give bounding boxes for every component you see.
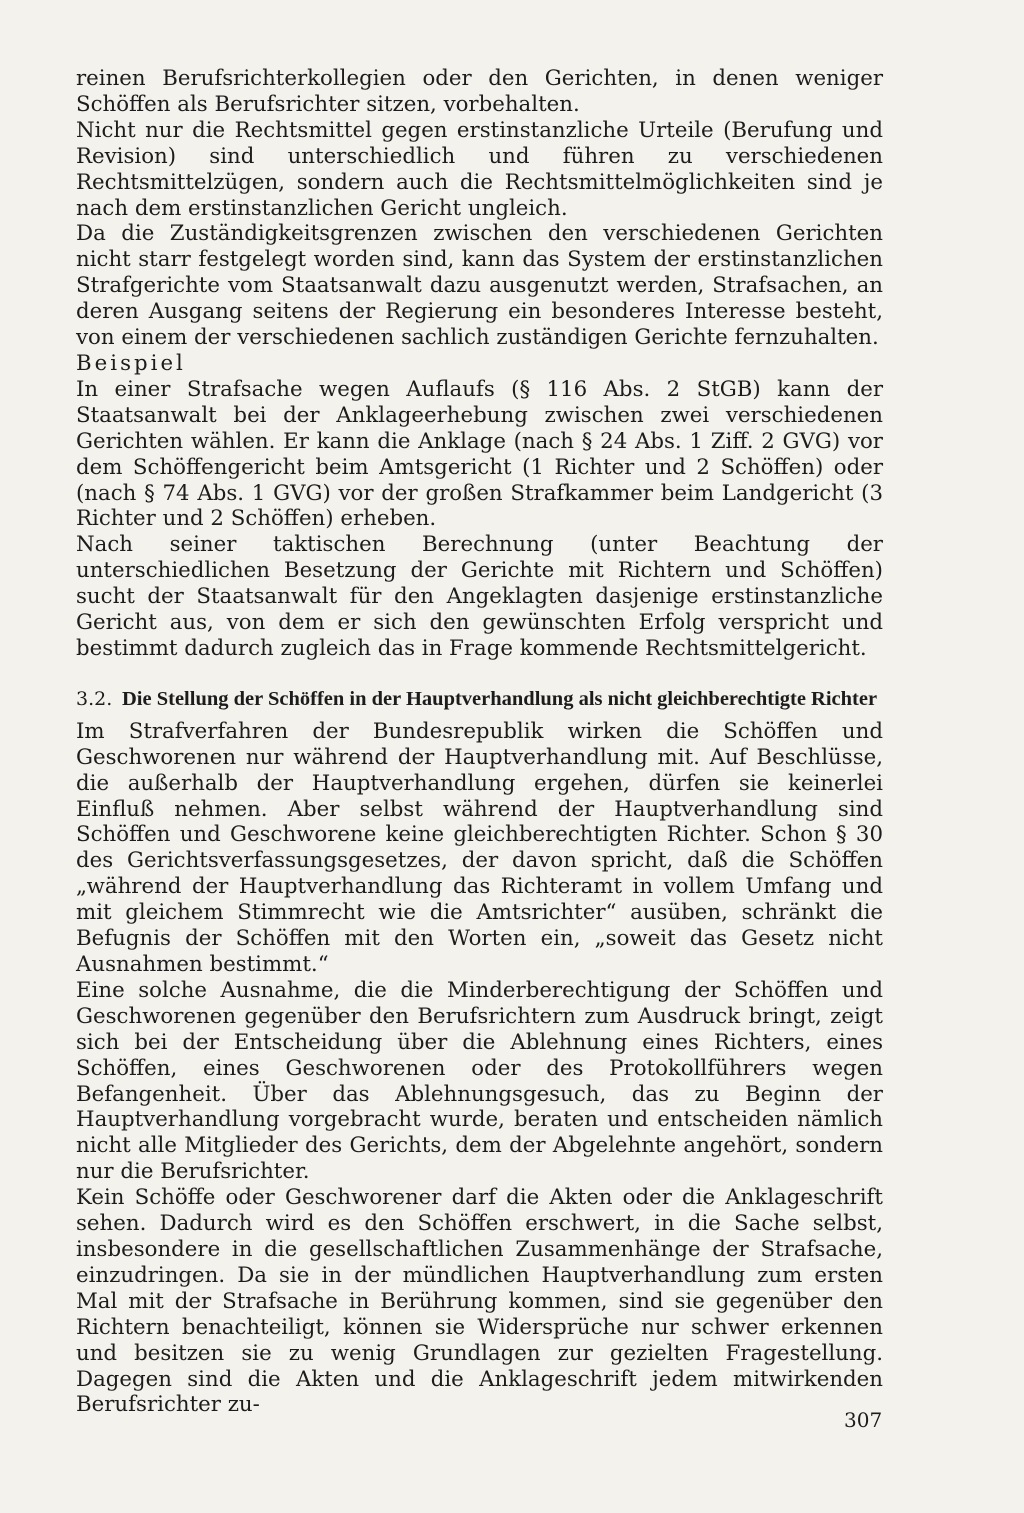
document-page [76, 66, 883, 1418]
paragraph-example-1: In einer Strafsache wegen Auflaufs (§ 116 Abs. 2 StGB) kann der Staatsanwalt bei der Anklageerhebung zwischen zwei verschiedenen Gerichten wählen. Er kann die Anklage (nach § 24 Abs. 1 Ziff. 2 GVG) vor dem Schöffengericht beim Amtsgericht (1 Richter und 2 Schöffen) oder (nach § 74 Abs. 1 GVG) vor der großen Strafkammer beim Landgericht (3 Richter und 2 Schöffen) erheben. [76, 376, 883, 532]
section-number: 3.2. [76, 687, 113, 710]
paragraph-1: reinen Berufsrichterkollegien oder den Gerichten, in denen weniger Schöffen als Berufsrichter sitzen, vorbehalten. [76, 66, 883, 117]
page-number: 307 [844, 1408, 883, 1432]
section-heading [76, 686, 883, 713]
example-label: Beispiel [76, 350, 186, 376]
paragraph-section-3: Kein Schöffe oder Geschworener darf die Akten oder die Anklageschrift sehen. Dadurch wird es den Schöffen erschwert, in die Sache selbst, insbesondere in die gesellschaftlichen Zusammenhänge der Strafsache, einzudringen. Da sie in der mündlichen Hauptverhandlung zum ersten Mal mit der Strafsache in Berührung kommen, sind sie gegenüber den Richtern benachteiligt, können sie Widersprüche nur schwer erkennen und besitzen sie zu wenig Grundlagen zur gezielten Fragestellung. Dagegen sind die Akten und die Anklageschrift jedem mitwirkenden Berufsrichter zu- [76, 1185, 883, 1418]
paragraph-section-2: Eine solche Ausnahme, die die Minderberechtigung der Schöffen und Geschworenen gegenüber den Berufsrichtern zum Ausdruck bringt, zeigt sich bei der Entscheidung über die Ablehnung eines Richters, eines Schöffen, eines Geschworenen oder des Protokollführers wegen Befangenheit. Über das Ablehnungsgesuch, das zu Beginn der Hauptverhandlung vorgebracht wurde, beraten und entscheiden nämlich nicht alle Mitglieder des Gerichts, dem der Abgelehnte angehört, sondern nur die Berufsrichter. [76, 977, 883, 1185]
paragraph-3: Da die Zuständigkeitsgrenzen zwischen den verschiedenen Gerichten nicht starr festgelegt worden sind, kann das System der erstinstanzlichen Strafgerichte vom Staatsanwalt dazu ausgenutzt werden, Strafsachen, an deren Ausgang seitens der Regierung ein besonderes Interesse besteht, von einem der verschiedenen sachlich zuständigen Gerichte fernzuhalten. [76, 221, 883, 351]
section-title: Die Stellung der Schöffen in der Hauptverhandlung als nicht gleichberechtigte Richter [122, 687, 878, 710]
paragraph-2: Nicht nur die Rechtsmittel gegen erstinstanzliche Urteile (Berufung und Revision) sind unterschiedlich und führen zu verschiedenen Rechtsmittelzügen, sondern auch die Rechtsmittelmöglichkeiten sind je nach dem erstinstanzlichen Gericht ungleich. [76, 117, 883, 221]
paragraph-section-1: Im Strafverfahren der Bundesrepublik wirken die Schöffen und Geschworenen nur während der Hauptverhandlung mit. Auf Beschlüsse, die außerhalb der Hauptverhandlung ergehen, dürfen sie keinerlei Einfluß nehmen. Aber selbst während der Hauptverhandlung sind Schöffen und Geschworene keine gleichberechtigten Richter. Schon § 30 des Gerichtsverfassungsgesetzes, der davon spricht, daß die Schöffen „während der Hauptverhandlung das Richteramt in vollem Umfang und mit gleichem Stimmrecht wie die Amtsrichter“ ausüben, schränkt die Befugnis der Schöffen mit den Worten ein, „soweit das Gesetz nicht Ausnahmen bestimmt.“ [76, 718, 883, 977]
paragraph-example-2: Nach seiner taktischen Berechnung (unter Beachtung der unterschiedlichen Besetzung der Gerichte mit Richtern und Schöffen) sucht der Staatsanwalt für den Angeklagten dasjenige erstinstanzliche Gericht aus, von dem er sich den gewünschten Erfolg verspricht und bestimmt dadurch zugleich das in Frage kommende Rechtsmittelgericht. [76, 532, 883, 661]
